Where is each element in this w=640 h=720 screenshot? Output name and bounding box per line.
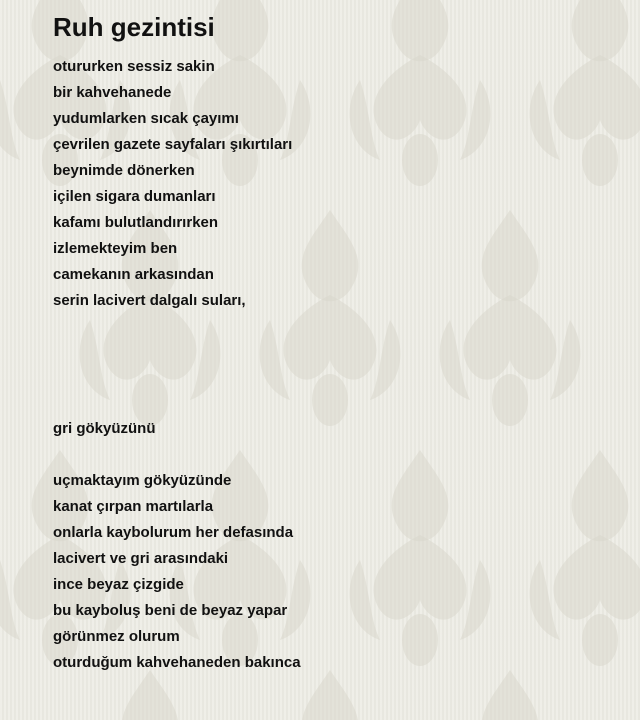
poem-line: ince beyaz çizgide [53,576,184,593]
poem-line: içilen sigara dumanları [53,188,216,205]
poem-line: görünmez olurum [53,628,180,645]
poem-line: lacivert ve gri arasındaki [53,550,229,567]
poem-line: bir kahvehanede [53,84,172,101]
poem-line: kanat çırpan martılarla [53,498,214,515]
stanza-gap [53,314,301,416]
poem-line: gri gökyüzünü [53,420,156,437]
poem-line: serin lacivert dalgalı suları, [53,292,246,309]
poem-line: uçmaktayım gökyüzünde [53,472,232,489]
poem-line: camekanın arkasından [53,266,214,283]
poem-line: yudumlarken sıcak çayımı [53,110,239,127]
poem-line: onlarla kaybolurum her defasında [53,524,294,541]
poem-line: bu kayboluş beni de beyaz yapar [53,602,288,619]
poem-line: oturduğum kahvehaneden bakınca [53,654,301,671]
poem-line: çevrilen gazete sayfaları şıkırtıları [53,136,293,153]
stanza-1 [53,54,301,314]
poem-line: beynimde dönerken [53,162,195,179]
poem-title: Ruh gezintisi [53,12,215,42]
stanza-2 [53,416,301,442]
stanza-3 [53,468,301,676]
stanza-gap [53,442,301,468]
poem [53,10,301,676]
poem-line: izlemekteyim ben [53,240,178,257]
poem-line: kafamı bulutlandırırken [53,214,219,231]
poem-line: otururken sessiz sakin [53,58,215,75]
